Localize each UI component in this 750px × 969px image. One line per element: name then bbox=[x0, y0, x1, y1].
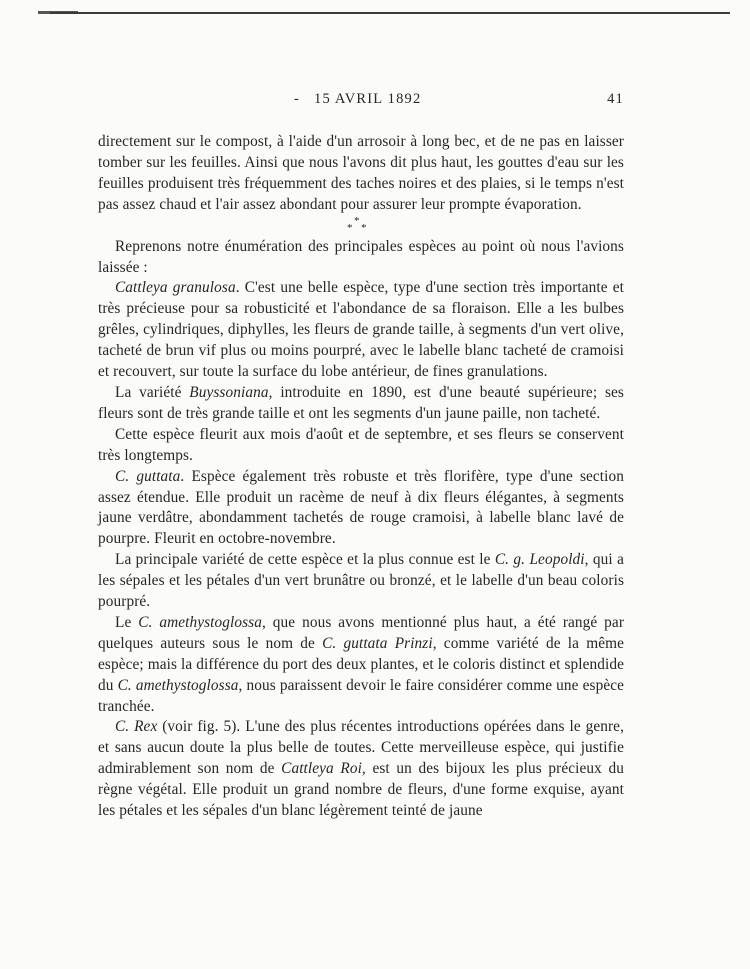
italic-term: C. amethystoglossa bbox=[138, 613, 262, 631]
text-run: (voir fig. 5). L'une des plus récentes introductions opérées dans le genre, et sans aucun doute la plus belle de toutes. Cette merveilleuse espèce, qui justifie admirablement son nom de bbox=[98, 718, 624, 778]
text-run: , introduite en 1890, est d'une beauté supérieure; ses fleurs sont de très grande taille et ont les segments d'un jaune paille, non tacheté. bbox=[98, 383, 624, 422]
text-run: La variété bbox=[115, 383, 190, 401]
asterism-star: * bbox=[361, 221, 367, 234]
asterism-star: * bbox=[354, 214, 360, 227]
page-number: 41 bbox=[607, 91, 624, 107]
text-run: , nous paraissent devoir le faire considérer comme une espèce tranchée. bbox=[98, 676, 624, 715]
asterism-separator bbox=[98, 216, 624, 237]
italic-term: C. guttata bbox=[115, 467, 181, 485]
text-run: Le bbox=[115, 613, 139, 631]
italic-term: C. Rex bbox=[115, 718, 158, 736]
asterism-star: * bbox=[347, 221, 353, 234]
header-dash: - bbox=[294, 91, 301, 107]
body-text bbox=[98, 132, 624, 822]
text-run: . Espèce également très robuste et très florifère, type d'une section assez étendue. Elle produit un racème de neuf à dix fleurs élégantes, à segments jaune verdâtre, abondamment tachetés de rouge cramoisi, à labelle blanc lavé de pourpre. Fleurit en octobre-novembre. bbox=[98, 467, 624, 548]
paragraph-p7 bbox=[98, 550, 624, 613]
top-border-rule bbox=[50, 12, 730, 14]
paragraph-p5 bbox=[98, 425, 624, 467]
text-run: , qui a les sépales et les pétales d'un vert brunâtre ou bronzé, et le labelle d'un beau coloris pourpré. bbox=[98, 551, 624, 611]
paragraph-p6 bbox=[98, 467, 624, 551]
italic-term: Buyssoniana bbox=[189, 383, 269, 401]
italic-term: Cattleya Roi bbox=[281, 760, 362, 778]
paragraph-p9 bbox=[98, 717, 624, 822]
italic-term: C. amethystoglossa bbox=[117, 676, 239, 694]
text-run: La principale variété de cette espèce et la plus connue est le bbox=[115, 551, 495, 569]
paragraph-p1 bbox=[98, 132, 624, 216]
text-run: , est un des bijoux les plus précieux du règne végétal. Elle produit un grand nombre de fleurs, d'une forme exquise, ayant les pétales et les sépales d'un blanc légèrement teinté de jaune bbox=[98, 760, 624, 820]
paragraph-p3 bbox=[98, 278, 624, 383]
text-run: . C'est une belle espèce, type d'une section très importante et très précieuse pour sa robusticité et l'abondance de sa floraison. Elle a les bulbes grêles, cylindriques, diphylles, les fleurs de grande taille, à segments d'un vert olive, tacheté de brun vif plus ou moins pourpré, avec le labelle blanc tacheté de cramoisi et recouvert, sur toute la surface du lobe antérieur, de fines granulations. bbox=[98, 279, 624, 381]
text-run: Reprenons notre énumération des principales espèces au point où nous l'avions laissée : bbox=[98, 237, 624, 276]
italic-term: C. guttata Prinzi bbox=[322, 634, 433, 652]
paragraph-p4 bbox=[98, 383, 624, 425]
header-date: 15 AVRIL 1892 bbox=[314, 91, 422, 107]
text-run: Cette espèce fleurit aux mois d'août et de septembre, et ses fleurs se conservent très longtemps. bbox=[98, 425, 624, 464]
text-run: , que nous avons mentionné plus haut, a été rangé par quelques auteurs sous le nom de bbox=[98, 613, 625, 652]
italic-term: C. g. Leopoldi bbox=[494, 551, 585, 569]
paragraph-p8 bbox=[98, 613, 624, 718]
text-run: , comme variété de la même espèce; mais la différence du port des deux plantes, et le coloris distinct et splendide du bbox=[98, 634, 624, 694]
running-header bbox=[98, 90, 634, 114]
paragraph-p2 bbox=[98, 237, 624, 279]
italic-term: Cattleya granulosa bbox=[115, 279, 236, 297]
text-run: directement sur le compost, à l'aide d'un arrosoir à long bec, et de ne pas en laisser tomber sur les feuilles. Ainsi que nous l'avons dit plus haut, les gouttes d'eau sur les feuilles produisent très fréquemment des taches noires et des plaies, si le temps n'est pas assez chaud et l'air assez abondant pour assurer leur prompte évaporation. bbox=[98, 133, 624, 213]
